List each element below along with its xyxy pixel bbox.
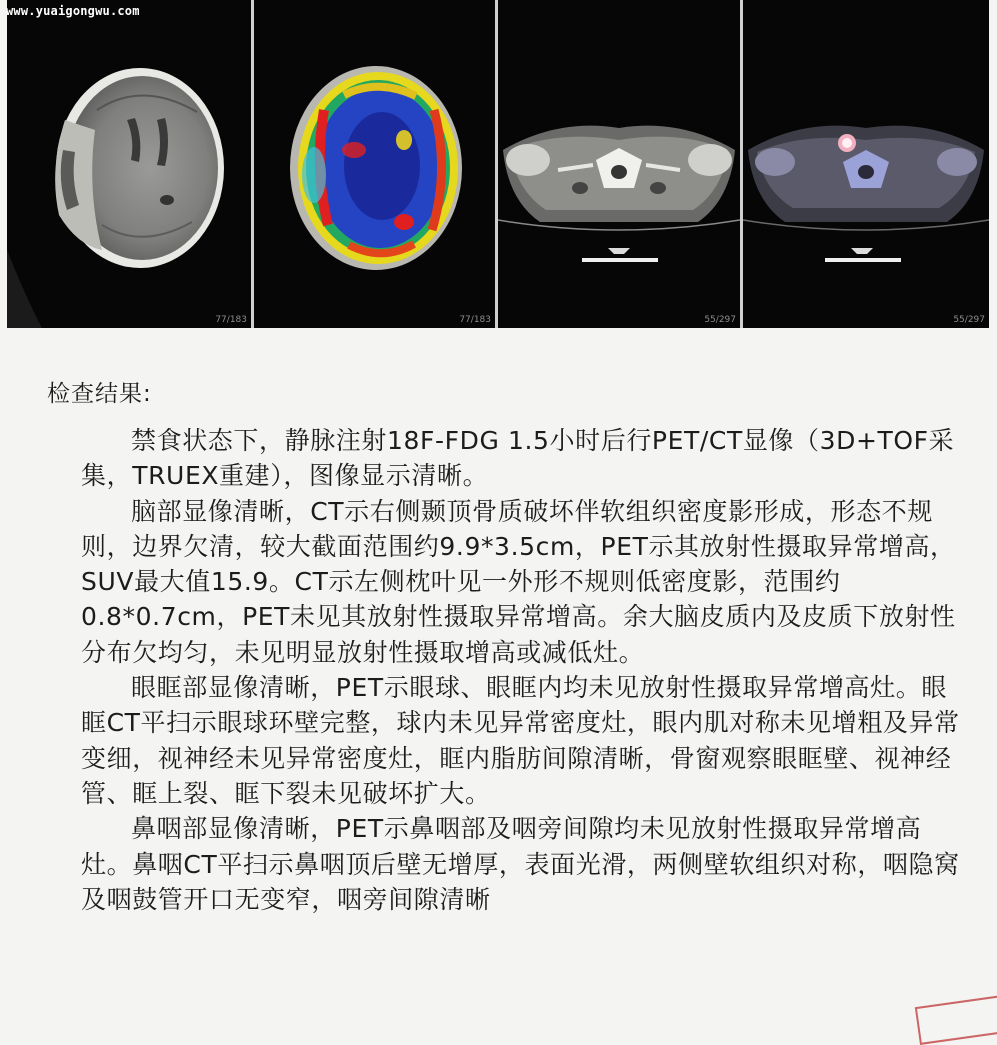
pet-brain-graphic	[254, 0, 495, 328]
slice-number: 55/297	[704, 315, 736, 325]
image-strip	[7, 0, 989, 328]
slice-number: 55/297	[953, 315, 985, 325]
ct-neck-image	[498, 0, 740, 328]
pet-brain-image	[254, 0, 495, 328]
ct-brain-graphic	[7, 0, 251, 328]
pet-neck-graphic	[743, 0, 989, 328]
site-watermark: www.yuaigongwu.com	[6, 4, 140, 18]
ct-brain-image	[7, 0, 251, 328]
ct-neck-graphic	[498, 0, 740, 328]
pet-neck-image	[743, 0, 989, 328]
report-paragraph-nasopharynx: 鼻咽部显像清晰，PET示鼻咽部及咽旁间隙均未见放射性摄取异常增高灶。鼻咽CT平扫示鼻咽顶后壁无增厚，表面光滑，两侧壁软组织对称，咽隐窝及咽鼓管开口无变窄，咽旁间隙清晰	[81, 814, 960, 914]
slice-number: 77/183	[215, 315, 247, 325]
section-title: 检查结果:	[47, 381, 152, 407]
report-paragraph-brain: 脑部显像清晰，CT示右侧颞顶骨质破坏伴软组织密度影形成，形态不规则，边界欠清，较大截面范围约9.9*3.5cm，PET示其放射性摄取异常增高，SUV最大值15.9。CT示左侧枕叶见一外形不规则低密度影，范围约0.8*0.7cm，PET未见其放射性摄取异常增高。余大脑皮质内及皮质下放射性分布欠均匀，未见明显放射性摄取增高或减低灶。	[81, 496, 956, 667]
slice-number: 77/183	[459, 315, 491, 325]
corner-stamp	[915, 995, 997, 1045]
report-paragraph-orbit: 眼眶部显像清晰，PET示眼球、眼眶内均未见放射性摄取异常增高灶。眼眶CT平扫示眼球环壁完整，球内未见异常密度灶，眼内肌对称未见增粗及异常变细，视神经未见异常密度灶，眶内脂肪间隙清晰，骨窗观察眼眶壁、视神经管、眶上裂、眶下裂未见破坏扩大。	[81, 673, 960, 808]
report-body	[81, 423, 971, 917]
report-paragraph-technique: 禁食状态下，静脉注射18F-FDG 1.5小时后行PET/CT显像（3D+TOF采集，TRUEX重建），图像显示清晰。	[81, 426, 955, 491]
